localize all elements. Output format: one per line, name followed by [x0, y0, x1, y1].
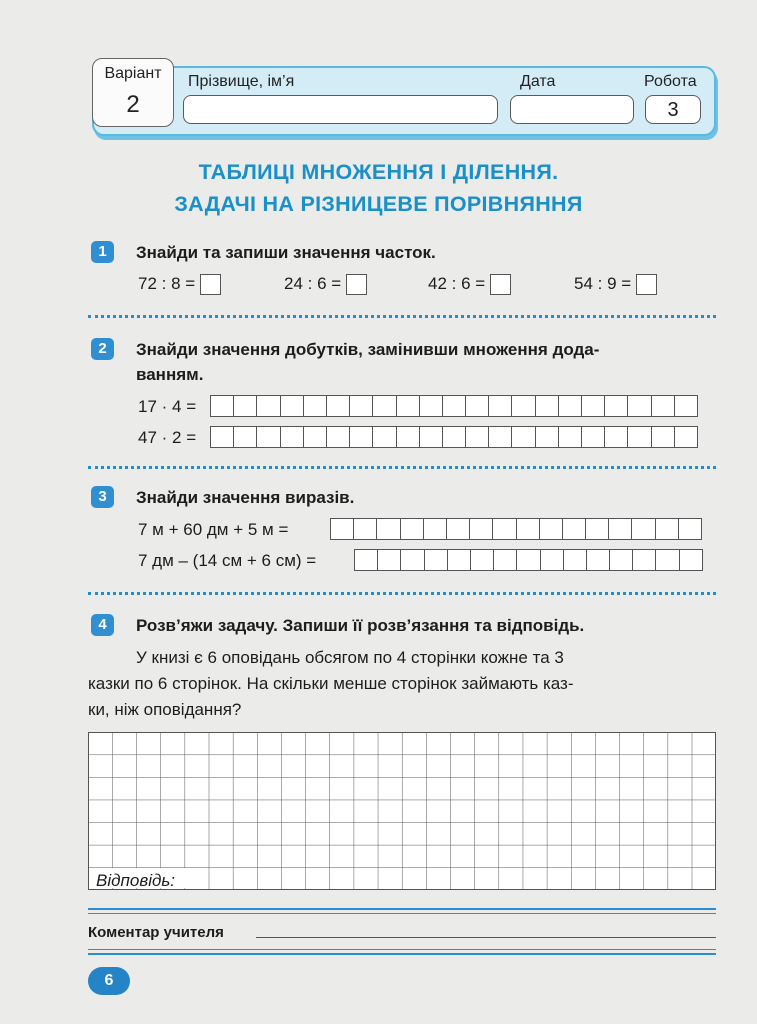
answer-cell[interactable]	[488, 395, 512, 417]
answer-box[interactable]	[490, 274, 511, 295]
variant-box	[92, 58, 174, 127]
answer-cell[interactable]	[396, 426, 420, 448]
answer-cell[interactable]	[488, 426, 512, 448]
answer-cell[interactable]	[535, 426, 559, 448]
task-number-badge: 3	[91, 486, 114, 508]
answer-box[interactable]	[346, 274, 367, 295]
answer-cell[interactable]	[210, 426, 234, 448]
answer-cell[interactable]	[558, 395, 582, 417]
expression: 72 : 8 =	[138, 274, 196, 293]
expression: 42 : 6 =	[428, 274, 486, 293]
task-number-badge: 4	[91, 614, 114, 636]
answer-cell[interactable]	[679, 549, 703, 571]
task-heading: Знайди значення виразів.	[136, 488, 355, 507]
answer-cell[interactable]	[377, 549, 401, 571]
answer-cell[interactable]	[354, 549, 378, 571]
answer-cell[interactable]	[562, 518, 586, 540]
variant-label: Варіант	[104, 65, 162, 82]
answer-cell[interactable]	[326, 395, 350, 417]
answer-cell[interactable]	[678, 518, 702, 540]
answer-cell[interactable]	[492, 518, 516, 540]
answer-cell[interactable]	[627, 395, 651, 417]
answer-cell[interactable]	[330, 518, 354, 540]
answer-cell[interactable]	[631, 518, 655, 540]
answer-cells[interactable]	[211, 395, 698, 417]
answer-cell[interactable]	[256, 426, 280, 448]
answer-cell[interactable]	[539, 518, 563, 540]
answer-cell[interactable]	[674, 426, 698, 448]
name-field[interactable]	[183, 95, 498, 124]
divider-line	[88, 908, 716, 910]
answer-cell[interactable]	[400, 549, 424, 571]
task-heading: Розв’яжи задачу. Запиши її розв’язання та відповідь.	[136, 616, 585, 635]
answer-cell[interactable]	[632, 549, 656, 571]
page-title-line1: ТАБЛИЦІ МНОЖЕННЯ І ДІЛЕННЯ.	[198, 160, 559, 184]
answer-cell[interactable]	[280, 426, 304, 448]
problem-text-line3: ки, ніж оповідання?	[88, 700, 242, 719]
answer-cell[interactable]	[558, 426, 582, 448]
divider-line	[88, 949, 716, 950]
answer-cell[interactable]	[303, 395, 327, 417]
task-heading: Знайди та запиши значення часток.	[136, 243, 436, 262]
answer-cell[interactable]	[280, 395, 304, 417]
answer-cell[interactable]	[516, 549, 540, 571]
division-item	[574, 274, 657, 295]
task-heading-line2: ванням.	[136, 365, 204, 384]
answer-cell[interactable]	[604, 395, 628, 417]
date-label: Дата	[520, 73, 556, 90]
answer-cell[interactable]	[233, 426, 257, 448]
answer-cell[interactable]	[419, 395, 443, 417]
work-number-box	[645, 95, 701, 124]
answer-cell[interactable]	[651, 426, 675, 448]
answer-cell[interactable]	[210, 395, 234, 417]
answer-cells[interactable]	[355, 549, 703, 571]
expression: 24 : 6 =	[284, 274, 342, 293]
answer-cell[interactable]	[651, 395, 675, 417]
answer-cell[interactable]	[326, 426, 350, 448]
division-item	[428, 274, 511, 295]
date-field[interactable]	[510, 95, 634, 124]
comment-label: Коментар учителя	[88, 924, 224, 941]
comment-line[interactable]	[256, 937, 716, 938]
answer-cell[interactable]	[585, 518, 609, 540]
name-label: Прізвище, ім’я	[188, 73, 295, 90]
dotted-divider	[88, 315, 716, 318]
answer-cell[interactable]	[372, 395, 396, 417]
answer-cell[interactable]	[376, 518, 400, 540]
page-number: 6	[88, 967, 130, 995]
task-heading-line1: Знайди значення добутків, замінивши множення дода-	[136, 340, 600, 359]
answer-cell[interactable]	[586, 549, 610, 571]
answer-cell[interactable]	[608, 518, 632, 540]
answer-cell[interactable]	[303, 426, 327, 448]
answer-cell[interactable]	[423, 518, 447, 540]
answer-cell[interactable]	[516, 518, 540, 540]
answer-cell[interactable]	[353, 518, 377, 540]
answer-cell[interactable]	[511, 395, 535, 417]
answer-cell[interactable]	[400, 518, 424, 540]
answer-cell[interactable]	[256, 395, 280, 417]
answer-cell[interactable]	[493, 549, 517, 571]
expression: 47 · 2 =	[138, 428, 197, 447]
answer-cells[interactable]	[211, 426, 698, 448]
division-item	[284, 274, 367, 295]
answer-cell[interactable]	[447, 549, 471, 571]
divider-line	[88, 913, 716, 914]
answer-cell[interactable]	[465, 426, 489, 448]
answer-cell[interactable]	[349, 426, 373, 448]
expression: 17 · 4 =	[138, 397, 197, 416]
answer-cell[interactable]	[446, 518, 470, 540]
divider-line	[88, 953, 716, 955]
expression: 7 дм – (14 см + 6 см) =	[138, 551, 317, 570]
task-number-badge: 1	[91, 241, 114, 263]
answer-cell[interactable]	[655, 549, 679, 571]
answer-cell[interactable]	[372, 426, 396, 448]
answer-cells[interactable]	[331, 518, 702, 540]
division-item	[138, 274, 221, 295]
answer-box[interactable]	[200, 274, 221, 295]
dotted-divider	[88, 592, 716, 595]
answer-cell[interactable]	[604, 426, 628, 448]
task-number-badge: 2	[91, 338, 114, 360]
grid-lines	[88, 732, 716, 890]
variant-number: 2	[126, 91, 140, 118]
answer-cell[interactable]	[563, 549, 587, 571]
answer-cell[interactable]	[581, 395, 605, 417]
answer-cell[interactable]	[655, 518, 679, 540]
answer-cell[interactable]	[442, 395, 466, 417]
expression: 7 м + 60 дм + 5 м =	[138, 520, 289, 539]
answer-cell[interactable]	[442, 426, 466, 448]
answer-cell[interactable]	[470, 549, 494, 571]
solution-grid[interactable]	[88, 732, 716, 890]
dotted-divider	[88, 466, 716, 469]
answer-cell[interactable]	[535, 395, 559, 417]
answer-cell[interactable]	[424, 549, 448, 571]
answer-cell[interactable]	[674, 395, 698, 417]
work-label: Робота	[644, 73, 697, 90]
problem-text-line1: У книзі є 6 оповідань обсягом по 4 сторінки кожне та 3	[136, 648, 564, 667]
expression: 54 : 9 =	[574, 274, 632, 293]
answer-box[interactable]	[636, 274, 657, 295]
answer-cell[interactable]	[581, 426, 605, 448]
answer-cell[interactable]	[511, 426, 535, 448]
answer-cell[interactable]	[233, 395, 257, 417]
answer-cell[interactable]	[396, 395, 420, 417]
work-number: 3	[667, 99, 679, 121]
page-title-line2: ЗАДАЧІ НА РІЗНИЦЕВЕ ПОРІВНЯННЯ	[174, 192, 583, 216]
answer-cell[interactable]	[609, 549, 633, 571]
answer-cell[interactable]	[419, 426, 443, 448]
answer-cell[interactable]	[627, 426, 651, 448]
answer-cell[interactable]	[465, 395, 489, 417]
answer-cell[interactable]	[349, 395, 373, 417]
problem-text-line2: казки по 6 сторінок. На скільки менше сторінок займають каз-	[88, 674, 574, 693]
answer-cell[interactable]	[469, 518, 493, 540]
answer-cell[interactable]	[540, 549, 564, 571]
answer-label: Відповідь:	[96, 871, 176, 890]
